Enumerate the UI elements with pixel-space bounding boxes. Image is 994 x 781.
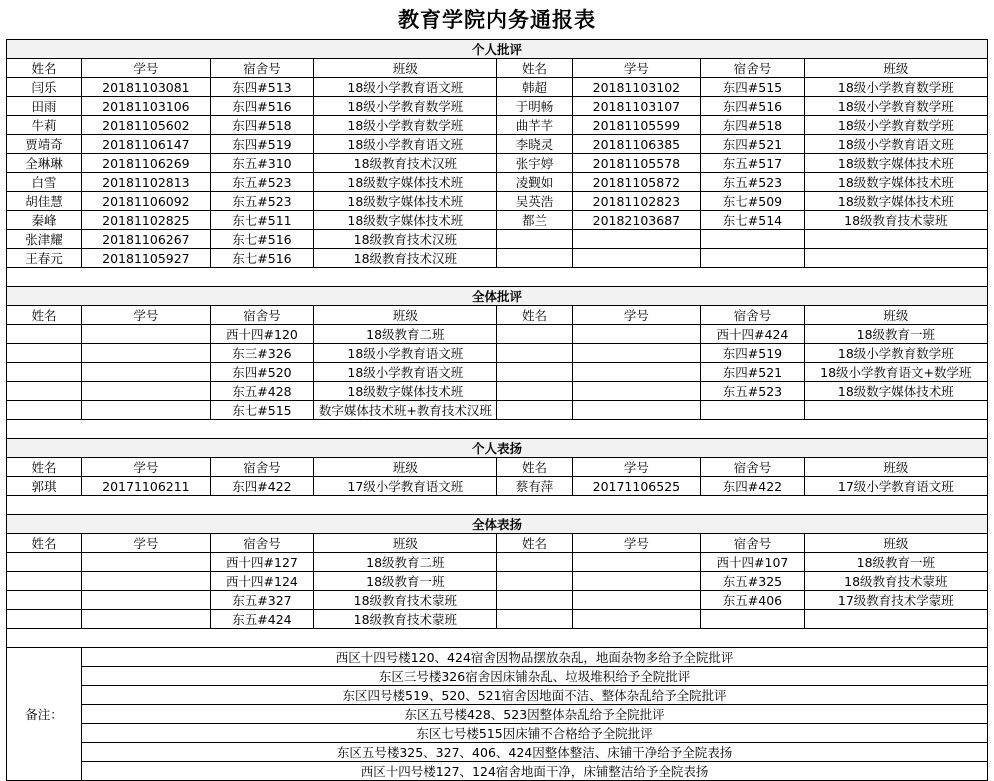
table-cell: 18级数字媒体技术班 bbox=[314, 382, 497, 401]
table-cell: 东四#515 bbox=[701, 78, 805, 97]
table-cell: 18级数字媒体技术班 bbox=[804, 154, 987, 173]
table-cell bbox=[497, 591, 572, 610]
table-cell: 20181106092 bbox=[82, 192, 211, 211]
table-row bbox=[7, 192, 988, 211]
table-cell: 20181105602 bbox=[82, 116, 211, 135]
table-cell: 东五#523 bbox=[210, 192, 314, 211]
section-title: 全体表扬 bbox=[7, 515, 988, 534]
table-cell bbox=[82, 363, 211, 382]
column-header: 姓名 bbox=[497, 306, 572, 325]
table-row bbox=[7, 382, 988, 401]
table-cell bbox=[82, 610, 211, 629]
table-cell: 18级小学教育语文班 bbox=[314, 78, 497, 97]
table-cell: 20181102825 bbox=[82, 211, 211, 230]
table-cell: 张津耀 bbox=[7, 230, 82, 249]
remark-line: 东区四号楼519、520、521宿舍因地面不洁、整体杂乱给予全院批评 bbox=[82, 686, 988, 705]
column-header: 宿舍号 bbox=[701, 306, 805, 325]
section-title: 全体批评 bbox=[7, 287, 988, 306]
section-spacer bbox=[7, 629, 988, 648]
table-cell: 20181106267 bbox=[82, 230, 211, 249]
table-cell: 东四#422 bbox=[701, 477, 805, 496]
section-spacer bbox=[7, 268, 988, 287]
table-cell: 20181102813 bbox=[82, 173, 211, 192]
table-cell: 18级小学教育数学班 bbox=[804, 97, 987, 116]
table-row bbox=[7, 477, 988, 496]
table-cell: 数字媒体技术班+教育技术汉班 bbox=[314, 401, 497, 420]
table-cell: 18级小学教育语文班 bbox=[314, 135, 497, 154]
table-cell: 东五#517 bbox=[701, 154, 805, 173]
table-row bbox=[7, 249, 988, 268]
table-row bbox=[7, 78, 988, 97]
table-cell bbox=[572, 553, 701, 572]
table-cell: 全琳琳 bbox=[7, 154, 82, 173]
table-cell: 20181106385 bbox=[572, 135, 701, 154]
table-cell: 东五#424 bbox=[210, 610, 314, 629]
table-cell: 18级小学教育语文班 bbox=[314, 344, 497, 363]
table-cell bbox=[497, 344, 572, 363]
table-cell: 东五#406 bbox=[701, 591, 805, 610]
table-cell: 18级教育一班 bbox=[804, 553, 987, 572]
table-cell: 东四#521 bbox=[701, 363, 805, 382]
table-row bbox=[7, 97, 988, 116]
table-cell: 18级小学教育语文班 bbox=[314, 363, 497, 382]
section-spacer bbox=[7, 496, 988, 515]
table-cell: 于明畅 bbox=[497, 97, 572, 116]
table-cell bbox=[572, 591, 701, 610]
notice-table bbox=[6, 39, 988, 781]
section-header-row bbox=[7, 515, 988, 534]
table-cell: 西十四#124 bbox=[210, 572, 314, 591]
table-cell: 18级数字媒体技术班 bbox=[804, 173, 987, 192]
table-row bbox=[7, 211, 988, 230]
table-cell bbox=[572, 344, 701, 363]
table-cell: 18级教育技术蒙班 bbox=[314, 591, 497, 610]
table-cell bbox=[572, 382, 701, 401]
table-cell bbox=[572, 249, 701, 268]
column-header: 学号 bbox=[572, 59, 701, 78]
table-cell: 18级小学教育数学班 bbox=[804, 116, 987, 135]
table-cell: 东七#516 bbox=[210, 230, 314, 249]
table-cell: 18级教育技术汉班 bbox=[314, 154, 497, 173]
table-cell bbox=[82, 382, 211, 401]
table-row bbox=[7, 572, 988, 591]
table-cell: 18级数字媒体技术班 bbox=[804, 382, 987, 401]
table-cell: 18级小学教育数学班 bbox=[314, 116, 497, 135]
remark-line: 东区五号楼428、523因整体杂乱给予全院批评 bbox=[82, 705, 988, 724]
table-cell: 18级数字媒体技术班 bbox=[314, 192, 497, 211]
table-cell: 郭琪 bbox=[7, 477, 82, 496]
column-header: 班级 bbox=[314, 458, 497, 477]
column-header: 宿舍号 bbox=[701, 59, 805, 78]
table-row bbox=[7, 553, 988, 572]
table-cell: 18级数字媒体技术班 bbox=[314, 211, 497, 230]
table-cell: 蔡有萍 bbox=[497, 477, 572, 496]
remark-label: 备注： bbox=[7, 648, 82, 781]
table-cell: 17级教育技术学蒙班 bbox=[804, 591, 987, 610]
table-cell: 18级教育技术蒙班 bbox=[804, 572, 987, 591]
table-cell bbox=[572, 325, 701, 344]
column-header: 班级 bbox=[804, 458, 987, 477]
table-cell bbox=[7, 382, 82, 401]
column-header: 宿舍号 bbox=[210, 534, 314, 553]
table-cell bbox=[701, 249, 805, 268]
table-cell bbox=[82, 325, 211, 344]
table-cell bbox=[701, 230, 805, 249]
table-cell: 东四#516 bbox=[701, 97, 805, 116]
table-cell bbox=[497, 401, 572, 420]
table-cell bbox=[7, 363, 82, 382]
table-cell bbox=[572, 572, 701, 591]
column-header: 姓名 bbox=[7, 306, 82, 325]
table-cell: 18级小学教育语文班 bbox=[804, 135, 987, 154]
section-title: 个人表扬 bbox=[7, 439, 988, 458]
table-row bbox=[7, 116, 988, 135]
remark-line: 东区七号楼515因床铺不合格给予全院批评 bbox=[82, 724, 988, 743]
table-cell: 韩超 bbox=[497, 78, 572, 97]
table-cell: 贾靖奇 bbox=[7, 135, 82, 154]
table-cell: 18级教育二班 bbox=[314, 325, 497, 344]
spacer-cell bbox=[7, 496, 988, 515]
table-cell bbox=[572, 401, 701, 420]
table-cell bbox=[7, 344, 82, 363]
table-row bbox=[7, 154, 988, 173]
table-cell: 闫乐 bbox=[7, 78, 82, 97]
table-cell: 田雨 bbox=[7, 97, 82, 116]
remark-row bbox=[7, 686, 988, 705]
table-cell: 东五#523 bbox=[701, 173, 805, 192]
table-cell: 20181105872 bbox=[572, 173, 701, 192]
column-header: 学号 bbox=[82, 534, 211, 553]
table-row bbox=[7, 591, 988, 610]
table-body bbox=[7, 40, 988, 781]
table-cell: 东四#518 bbox=[210, 116, 314, 135]
table-cell bbox=[497, 325, 572, 344]
section-spacer bbox=[7, 420, 988, 439]
column-header: 姓名 bbox=[497, 59, 572, 78]
table-cell: 20181106147 bbox=[82, 135, 211, 154]
column-header-row bbox=[7, 306, 988, 325]
table-cell: 东四#516 bbox=[210, 97, 314, 116]
table-cell: 东三#326 bbox=[210, 344, 314, 363]
column-header: 班级 bbox=[314, 306, 497, 325]
section-header-row bbox=[7, 40, 988, 59]
column-header: 班级 bbox=[314, 534, 497, 553]
table-cell: 张宇婷 bbox=[497, 154, 572, 173]
table-cell: 牛莉 bbox=[7, 116, 82, 135]
table-cell bbox=[804, 401, 987, 420]
column-header: 宿舍号 bbox=[210, 306, 314, 325]
table-cell: 17级小学教育语文班 bbox=[804, 477, 987, 496]
table-cell: 20181103107 bbox=[572, 97, 701, 116]
table-row bbox=[7, 610, 988, 629]
table-cell bbox=[7, 401, 82, 420]
column-header-row bbox=[7, 534, 988, 553]
table-cell: 18级小学教育数学班 bbox=[314, 97, 497, 116]
table-cell: 东七#516 bbox=[210, 249, 314, 268]
table-cell bbox=[7, 591, 82, 610]
table-cell: 东四#521 bbox=[701, 135, 805, 154]
remark-row bbox=[7, 648, 988, 667]
table-cell: 20182103687 bbox=[572, 211, 701, 230]
table-cell: 20181103081 bbox=[82, 78, 211, 97]
table-cell: 东五#523 bbox=[701, 382, 805, 401]
table-cell: 东四#513 bbox=[210, 78, 314, 97]
column-header: 学号 bbox=[82, 59, 211, 78]
table-cell: 东七#514 bbox=[701, 211, 805, 230]
remark-line: 西区十四号楼120、424宿舍因物品摆放杂乱，地面杂物多给予全院批评 bbox=[82, 648, 988, 667]
table-cell bbox=[82, 591, 211, 610]
table-cell: 东七#515 bbox=[210, 401, 314, 420]
table-cell bbox=[497, 610, 572, 629]
table-cell: 18级教育技术汉班 bbox=[314, 249, 497, 268]
table-cell: 东四#519 bbox=[210, 135, 314, 154]
table-cell: 西十四#127 bbox=[210, 553, 314, 572]
remark-row bbox=[7, 705, 988, 724]
table-cell: 18级小学教育数学班 bbox=[804, 344, 987, 363]
section-title: 个人批评 bbox=[7, 40, 988, 59]
column-header: 宿舍号 bbox=[210, 59, 314, 78]
table-cell bbox=[804, 230, 987, 249]
column-header: 班级 bbox=[804, 534, 987, 553]
table-cell: 20181105927 bbox=[82, 249, 211, 268]
column-header: 学号 bbox=[82, 458, 211, 477]
table-cell: 西十四#107 bbox=[701, 553, 805, 572]
remark-row bbox=[7, 724, 988, 743]
table-cell: 东四#518 bbox=[701, 116, 805, 135]
table-cell: 王春元 bbox=[7, 249, 82, 268]
table-cell bbox=[804, 610, 987, 629]
table-cell bbox=[572, 363, 701, 382]
table-cell bbox=[82, 553, 211, 572]
table-cell: 18级教育一班 bbox=[804, 325, 987, 344]
table-cell: 凌觐如 bbox=[497, 173, 572, 192]
table-cell bbox=[572, 230, 701, 249]
table-cell bbox=[497, 572, 572, 591]
remark-row bbox=[7, 762, 988, 781]
table-cell: 20171106525 bbox=[572, 477, 701, 496]
table-cell: 东四#422 bbox=[210, 477, 314, 496]
table-cell: 20181105578 bbox=[572, 154, 701, 173]
remark-line: 西区十四号楼127、124宿舍地面干净，床铺整洁给予全院表扬 bbox=[82, 762, 988, 781]
table-cell: 东五#310 bbox=[210, 154, 314, 173]
table-cell bbox=[82, 401, 211, 420]
table-cell bbox=[7, 610, 82, 629]
table-cell: 秦峰 bbox=[7, 211, 82, 230]
column-header: 学号 bbox=[82, 306, 211, 325]
table-cell: 18级小学教育数学班 bbox=[804, 78, 987, 97]
table-cell: 20181103106 bbox=[82, 97, 211, 116]
table-cell: 白雪 bbox=[7, 173, 82, 192]
table-cell bbox=[82, 572, 211, 591]
table-row bbox=[7, 135, 988, 154]
table-cell: 18级数字媒体技术班 bbox=[314, 173, 497, 192]
table-row bbox=[7, 344, 988, 363]
table-cell bbox=[497, 363, 572, 382]
table-cell: 17级小学教育语文班 bbox=[314, 477, 497, 496]
table-cell: 吴英浩 bbox=[497, 192, 572, 211]
table-cell: 李晓灵 bbox=[497, 135, 572, 154]
table-row bbox=[7, 401, 988, 420]
table-cell: 东四#519 bbox=[701, 344, 805, 363]
table-cell: 18级教育二班 bbox=[314, 553, 497, 572]
column-header: 姓名 bbox=[497, 458, 572, 477]
table-cell: 18级教育技术蒙班 bbox=[314, 610, 497, 629]
table-cell: 20181105599 bbox=[572, 116, 701, 135]
table-cell: 都兰 bbox=[497, 211, 572, 230]
table-cell bbox=[804, 249, 987, 268]
table-row bbox=[7, 173, 988, 192]
table-cell: 18级数字媒体技术班 bbox=[804, 192, 987, 211]
table-cell bbox=[701, 610, 805, 629]
table-cell bbox=[497, 230, 572, 249]
column-header: 姓名 bbox=[7, 458, 82, 477]
table-cell bbox=[701, 401, 805, 420]
column-header: 宿舍号 bbox=[701, 534, 805, 553]
table-cell: 东五#327 bbox=[210, 591, 314, 610]
table-row bbox=[7, 325, 988, 344]
page-title: 教育学院内务通报表 bbox=[398, 7, 596, 32]
column-header: 宿舍号 bbox=[701, 458, 805, 477]
table-row bbox=[7, 363, 988, 382]
table-cell bbox=[572, 610, 701, 629]
table-cell: 东四#520 bbox=[210, 363, 314, 382]
column-header: 班级 bbox=[804, 306, 987, 325]
remark-row bbox=[7, 667, 988, 686]
table-cell: 曲芊芊 bbox=[497, 116, 572, 135]
column-header: 姓名 bbox=[7, 59, 82, 78]
table-cell: 东七#509 bbox=[701, 192, 805, 211]
column-header-row bbox=[7, 59, 988, 78]
table-cell: 20171106211 bbox=[82, 477, 211, 496]
table-cell: 胡佳慧 bbox=[7, 192, 82, 211]
table-cell bbox=[497, 553, 572, 572]
table-cell: 18级教育一班 bbox=[314, 572, 497, 591]
table-cell bbox=[7, 572, 82, 591]
section-header-row bbox=[7, 287, 988, 306]
table-cell: 东五#428 bbox=[210, 382, 314, 401]
table-cell: 西十四#424 bbox=[701, 325, 805, 344]
remark-line: 东区三号楼326宿舍因床铺杂乱、垃圾堆积给予全院批评 bbox=[82, 667, 988, 686]
table-cell: 18级小学教育语文+数学班 bbox=[804, 363, 987, 382]
table-cell: 20181106269 bbox=[82, 154, 211, 173]
remark-line: 东区五号楼325、327、406、424因整体整洁、床铺干净给予全院表扬 bbox=[82, 743, 988, 762]
column-header: 学号 bbox=[572, 458, 701, 477]
table-cell bbox=[7, 553, 82, 572]
table-cell bbox=[82, 344, 211, 363]
column-header-row bbox=[7, 458, 988, 477]
table-cell: 20181102823 bbox=[572, 192, 701, 211]
table-cell: 18级教育技术蒙班 bbox=[804, 211, 987, 230]
table-cell: 西十四#120 bbox=[210, 325, 314, 344]
table-cell: 20181103102 bbox=[572, 78, 701, 97]
table-cell bbox=[497, 382, 572, 401]
table-cell bbox=[7, 325, 82, 344]
table-cell: 东七#511 bbox=[210, 211, 314, 230]
column-header: 姓名 bbox=[497, 534, 572, 553]
column-header: 班级 bbox=[314, 59, 497, 78]
table-cell bbox=[497, 249, 572, 268]
table-cell: 东五#523 bbox=[210, 173, 314, 192]
column-header: 班级 bbox=[804, 59, 987, 78]
table-cell: 东五#325 bbox=[701, 572, 805, 591]
table-cell: 18级教育技术汉班 bbox=[314, 230, 497, 249]
column-header: 宿舍号 bbox=[210, 458, 314, 477]
column-header: 姓名 bbox=[7, 534, 82, 553]
column-header: 学号 bbox=[572, 306, 701, 325]
spacer-cell bbox=[7, 268, 988, 287]
section-header-row bbox=[7, 439, 988, 458]
spacer-cell bbox=[7, 629, 988, 648]
remark-row bbox=[7, 743, 988, 762]
spacer-cell bbox=[7, 420, 988, 439]
column-header: 学号 bbox=[572, 534, 701, 553]
table-row bbox=[7, 230, 988, 249]
